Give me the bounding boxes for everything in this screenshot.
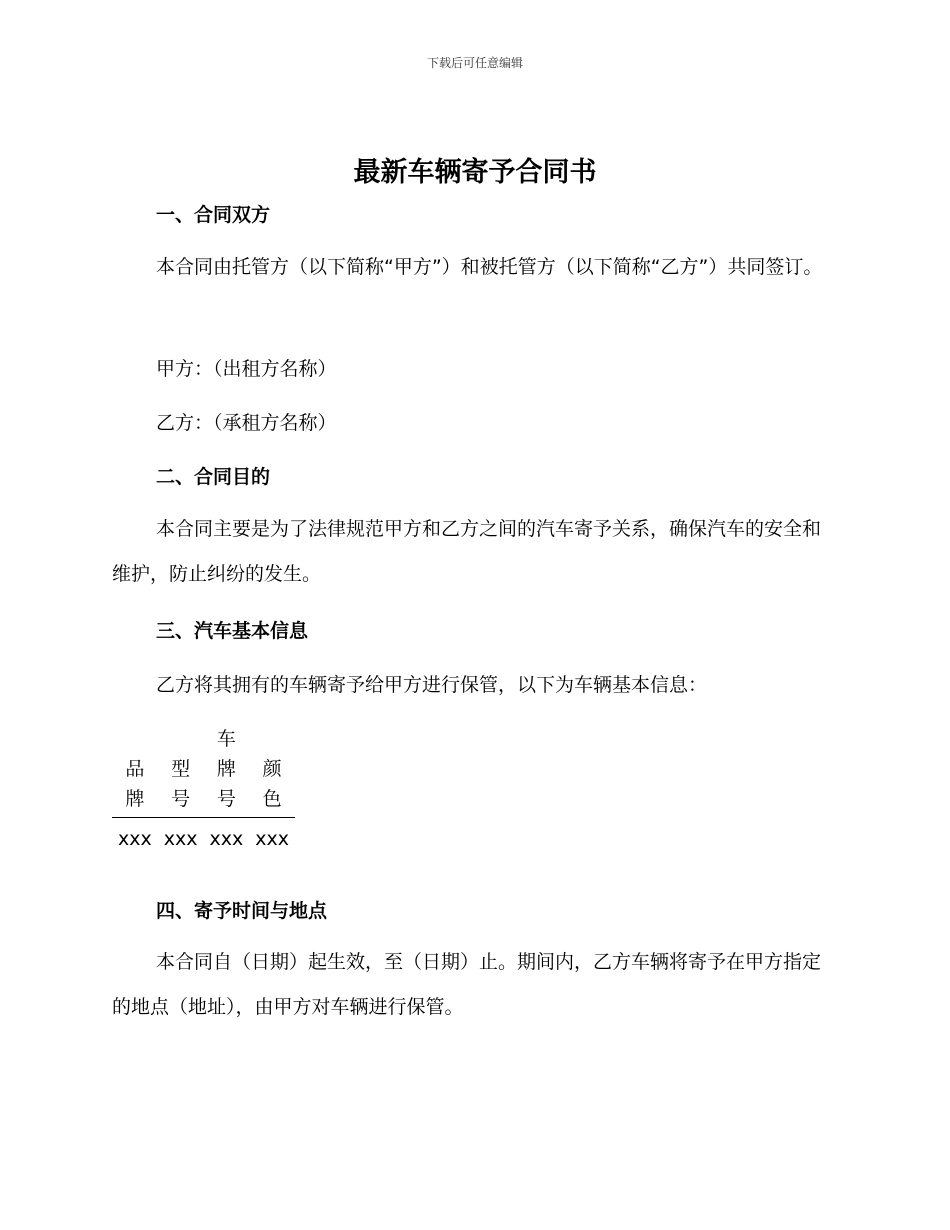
table-header-brand: 品牌 [112, 724, 158, 818]
table-cell-model: xxx [163, 828, 198, 850]
page-header-note: 下载后可任意编辑 [426, 56, 523, 70]
party-b-line: 乙方：（承租方名称） [156, 412, 337, 434]
table-header-plate: 车牌号 [203, 724, 249, 818]
table-cell-brand: xxx [118, 828, 152, 850]
parties-intro-paragraph: 本合同由托管方（以下简称“甲方”）和被托管方（以下简称“乙方”）共同签订。 [156, 256, 823, 278]
table-row [112, 818, 295, 855]
table-header-model: 型号 [158, 724, 204, 818]
table-header-color: 颜色 [249, 724, 295, 818]
vehicle-info-table [112, 724, 295, 854]
document-title: 最新车辆寄予合同书 [353, 157, 597, 188]
section-heading-purpose: 二、合同目的 [156, 466, 271, 488]
table-cell-plate: xxx [209, 828, 244, 850]
party-a-line: 甲方：（出租方名称） [156, 358, 337, 380]
vehicle-info-paragraph: 乙方将其拥有的车辆寄予给甲方进行保管，以下为车辆基本信息： [156, 674, 708, 696]
table-cell-color: xxx [255, 828, 289, 850]
section-heading-time-place: 四、寄予时间与地点 [156, 900, 328, 922]
time-place-paragraph: 本合同自（日期）起生效，至（日期）止。期间内，乙方车辆将寄予在甲方指定的地点（地址），由甲方对车辆进行保管。 [112, 951, 822, 1018]
purpose-paragraph: 本合同主要是为了法律规范甲方和乙方之间的汽车寄予关系，确保汽车的安全和维护，防止纠纷的发生。 [112, 518, 822, 585]
section-heading-parties: 一、合同双方 [156, 204, 271, 226]
table-header-row [112, 724, 295, 818]
section-heading-vehicle-info: 三、汽车基本信息 [156, 620, 309, 642]
